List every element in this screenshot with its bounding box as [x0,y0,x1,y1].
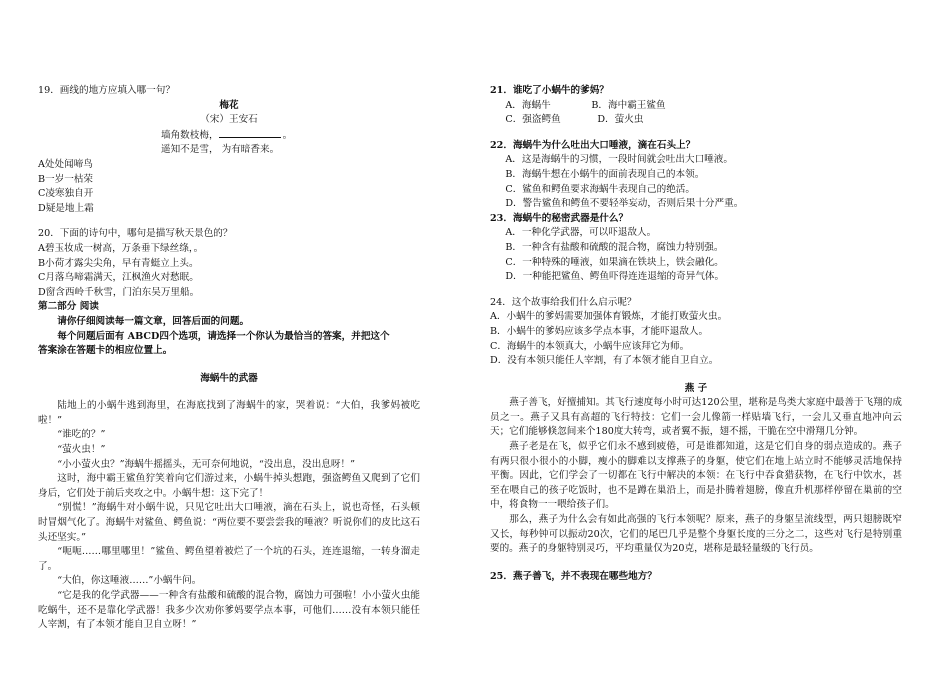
q21-option-b: B．海中霸王鲨鱼 [591,99,666,111]
q22-stem: 22．海蜗牛为什么吐出大口唾液，滴在石头上？ [490,139,696,151]
q19-option-d: D疑是地上霜 [38,202,94,214]
q21-options-ab [490,99,902,114]
passage-1-paragraph: “萤火虫！” [57,444,106,456]
q23-option-c: C．一种特殊的唾液，如果滴在铁块上，铁会融化。 [505,256,724,268]
q20-stem: 20．下面的诗句中，哪句是描写秋天景色的？ [38,228,233,240]
q21-option-d: D．萤火虫 [597,114,644,126]
q22-option-a: A．这是海蜗牛的习惯，一段时间就会吐出大口唾液。 [505,154,733,166]
poem-line-1 [38,128,420,144]
q23-option-a: A．一种化学武器，可以吓退敌人。 [505,227,657,239]
q22-option-d: D．警告鲨鱼和鳄鱼不要轻举妄动，否则后果十分严重。 [505,198,744,210]
q23-option-d: D．一种能把鲨鱼、鳄鱼吓得连连退缩的奇异气体。 [505,271,725,283]
q19-option-a: A处处闻啼鸟 [38,158,93,170]
q24-option-c: C．海蜗牛的本领真大，小蜗牛应该拜它为师。 [490,340,690,352]
q23-option-b: B．一种含有盐酸和硫酸的混合物，腐蚀力特别强。 [505,241,724,253]
q24-option-d: D．没有本领只能任人宰割，有了本领才能自卫自立。 [490,355,719,367]
q22-option-b: B．海蜗牛想在小蜗牛的面前表现自己的本领。 [505,168,705,180]
passage-1-paragraph: 这时，海中霸王鲨鱼狞笑着向它们游过来，小蜗牛掉头想跑，强盗鳄鱼又爬到了它们身后，它们处于前后夹攻之中。小蜗牛想：这下完了！ [38,473,420,499]
passage-1-paragraph: “大伯，你这唾液……”小蜗牛问。 [57,575,202,587]
passage-1-title: 海蜗牛的武器 [200,372,258,384]
poem-line-1-text: 墙角数枝梅， [161,129,219,141]
passage-1-paragraph: “呃呃……哪里哪里！”鲨鱼、鳄鱼望着被烂了一个坑的石头，连连退缩，一转身溜走了。 [38,546,420,572]
q21-option-a: A．海蜗牛 [505,99,551,111]
passage-2-paragraph: 燕子老是在飞，似乎它们永不感到疲倦，可是谁都知道，这是它们自身的弱点造成的。燕子有两只很小很小的小脚，瘦小的脚难以支撑燕子的身躯，使它们在地上站立时不能够灵活地保持平衡。因此，它们学会了一切都在飞行中解决的本领：在飞行中吞食猎获物，在飞行中饮水，甚至在喂自己的孩子吃饭时，也不是蹲在巢沿上，而是扑腾着翅膀，像直升机那样停留在巢前的空中，将食物一一喂给孩子们。 [490,441,902,511]
section-instruction-2: 每个问题后面有 ABCD四个选项，请选择一个你认为最恰当的答案，并把这个 [57,330,390,342]
passage-2-paragraph: 那么，燕子为什么会有如此高强的飞行本领呢？原来，燕子的身躯呈流线型，两只翅膀既窄又长，每秒钟可以振动20次，它们的尾巴几乎是整个身躯长度的三分之二，这些对飞行是特别重要的。燕子的身躯特别灵巧，平均重量仅为20克，堪称是最轻量级的飞行员。 [490,514,902,555]
poem-author: （宋）王安石 [200,114,258,126]
q25-stem: 25．燕子善飞，并不表现在哪些地方？ [490,570,657,582]
poem-title: 梅花 [219,99,239,111]
section-heading: 第二部分 阅读 [38,301,99,313]
poem-line-2: 遥知不是雪， 为有暗香来。 [161,144,280,156]
q21-option-c: C．强盗鳄鱼 [505,114,561,126]
passage-1-paragraph: “它是我的化学武器——一种含有盐酸和硫酸的混合物，腐蚀力可强啦！小小萤火虫能吃蜗牛，还不是靠化学武器！我多少次劝你爹妈要学点本事，可他们……没有本领只能任人宰割，有了本领才能自卫自立呀！” [38,590,420,631]
passage-1-paragraph: 陆地上的小蜗牛逃到海里，在海底找到了海蜗牛的家，哭着说：“大伯，我爹妈被吃啦！” [38,400,420,426]
fill-in-blank [219,128,281,138]
q20-option-b: B小荷才露尖尖角，早有青蜓立上头。 [38,257,199,269]
section-instruction-1: 请你仔细阅读每一篇文章，回答后面的问题。 [57,315,250,327]
q22-option-c: C．鲨鱼和鳄鱼要求海蜗牛表现自己的绝活。 [505,183,695,195]
q20-option-d: D窗含西岭千秋雪，门泊东吴万里船。 [38,286,200,298]
poem-line-1-end: 。 [282,129,293,141]
q21-options-cd [490,113,902,128]
left-column [38,84,420,633]
q21-stem: 21．谁吃了小蜗牛的爹妈？ [490,85,609,96]
q20-option-a: A碧玉妆成一树高，万条垂下绿丝绦，。 [38,242,204,254]
passage-1-paragraph: “别慌！”海蜗牛对小蜗牛说，只见它吐出大口唾液，滴在石头上，说也奇怪，石头顿时冒烟气化了。海蜗牛对鲨鱼、鳄鱼说：“两位要不要尝尝我的唾液？听说你们的皮比这石头还坚实。” [38,502,420,543]
passage-1-paragraph: “谁吃的？” [57,429,106,441]
section-instruction-3: 答案涂在答题卡的相应位置上。 [38,345,173,357]
passage-1-paragraph: “小小萤火虫？”海蜗牛摇摇头，无可奈何地说，“没出息，没出息呀！” [57,458,356,470]
q19-stem: 19．画线的地方应填入哪一句？ [38,85,175,96]
q24-stem: 24．这个故事给我们什么启示呢？ [490,296,637,308]
q23-stem: 23．海蜗牛的秘密武器是什么？ [490,212,629,224]
q19-option-c: C凌寒独自开 [38,188,94,200]
passage-2-title: 燕 子 [684,382,708,394]
passage-2-paragraph: 燕子善飞，好擅捕知。其飞行速度每小时可达120公里，堪称是鸟类大家庭中最善于飞翔的成员之一。燕子又具有高超的飞行特技：它们一会儿像箭一样贴墙飞行，一会儿又垂直地冲向云天；它们能够倏忽间来个180度大转弯，或者翼不振，翅不摇，干脆在空中滑翔几分钟。 [490,397,902,438]
right-column [490,84,902,584]
q20-option-c: C月落乌啼霜满天，江枫渔火对愁眠。 [38,272,199,284]
q19-option-b: B一岁一枯荣 [38,173,94,185]
q24-option-a: A．小蜗牛的爹妈需要加强体育锻炼，才能打败萤火虫。 [490,311,728,323]
q24-option-b: B．小蜗牛的爹妈应该多学点本事，才能吓退敌人。 [490,325,709,337]
